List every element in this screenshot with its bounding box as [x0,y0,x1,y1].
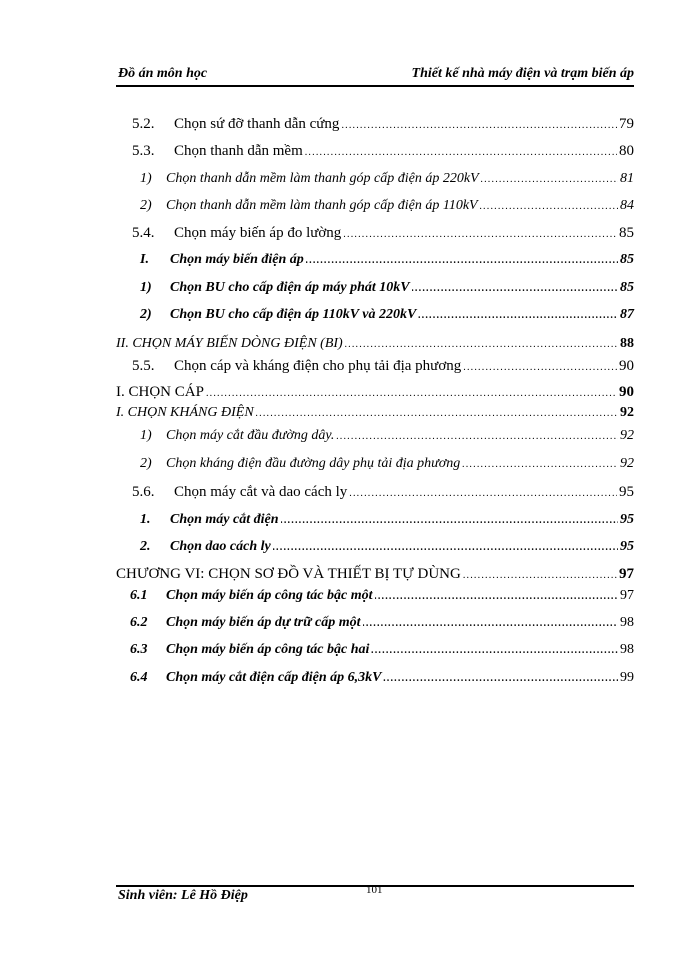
toc-entry[interactable] [140,280,634,302]
toc-number: 5.3. [132,143,155,159]
toc-number: 2. [140,539,151,554]
toc-number: 2) [140,456,152,471]
toc-entry[interactable] [116,336,634,358]
toc-leader [336,428,618,444]
toc-entry[interactable] [140,307,634,329]
toc-page: 97 [620,588,634,603]
toc-page: 80 [619,143,634,159]
toc-text: Chọn BU cho cấp điện áp 110kV và 220kV [170,307,417,322]
toc-text: Chọn thanh dẫn mềm [174,143,303,159]
page-number: 101 [366,884,383,896]
toc-text: Chọn sứ đỡ thanh dẫn cứng [174,116,340,132]
toc-page: 90 [619,384,634,400]
toc-entry[interactable] [130,615,634,637]
toc-leader [305,143,617,160]
toc-leader [345,336,618,352]
toc-page: 92 [620,456,634,471]
toc-page: 79 [619,116,634,132]
toc-number: I. [140,252,149,267]
toc-entry[interactable] [140,171,634,193]
toc-text: Chọn máy biến điện áp [170,252,304,267]
toc-entry[interactable] [140,198,634,220]
toc-page: 90 [619,358,634,374]
toc-text: Chọn cáp và kháng điện cho phụ tải địa phương [174,358,462,374]
toc-leader [371,642,618,658]
toc-text: Chọn máy cắt và dao cách ly [174,484,348,500]
toc-entry[interactable] [140,539,634,561]
toc-page: 95 [620,539,634,554]
toc-leader [306,252,618,268]
toc-number: 5.6. [132,484,155,500]
toc-entry[interactable] [140,428,634,450]
toc-page: 84 [620,198,634,213]
toc-entry[interactable] [130,588,634,610]
toc-entry[interactable] [132,358,634,380]
toc-leader [412,280,618,296]
toc-page: 95 [620,512,634,527]
toc-page: 98 [620,615,634,630]
toc-leader [463,358,617,375]
page-header [118,66,634,84]
toc-entry[interactable] [140,456,634,478]
toc-leader [341,116,617,133]
toc-text: Chọn thanh dẫn mềm làm thanh góp cấp điện áp 220kV [166,171,479,186]
toc-leader [480,198,618,214]
toc-leader [206,384,617,401]
toc-leader [462,456,618,472]
toc-number: 2) [140,198,152,213]
header-title: Thiết kế nhà máy điện và trạm biến áp [411,66,634,81]
toc-entry[interactable] [132,143,634,165]
toc-page: 81 [620,171,634,186]
toc-page: 98 [620,642,634,657]
toc-number: 1) [140,428,152,443]
toc-leader [481,171,618,187]
toc-entry[interactable] [116,566,634,588]
toc-number: 2) [140,307,152,322]
toc-entry[interactable] [132,484,634,506]
footer-student: Sinh viên: Lê Hồ Điệp [118,888,248,903]
toc-number: 1. [140,512,151,527]
toc-entry[interactable] [132,116,634,138]
toc-page: 85 [619,225,634,241]
toc-entry[interactable] [116,405,634,427]
toc-text: Chọn máy cắt đầu đường dây. [166,428,335,443]
toc-text: II. CHỌN MÁY BIẾN DÒNG ĐIỆN (BI) [116,336,343,351]
toc-number: 5.2. [132,116,155,132]
toc-entry[interactable] [140,252,634,274]
toc-leader [281,512,618,528]
toc-text: Chọn kháng điện đầu đường dây phụ tải địa phương [166,456,461,471]
toc-number: 5.5. [132,358,155,374]
toc-text: Chọn máy biến áp dự trữ cấp một [166,615,361,630]
toc-leader [256,405,618,421]
header-course: Đồ án môn học [118,66,208,81]
toc-number: 6.4 [130,670,148,685]
toc-page: 92 [620,405,634,420]
toc-leader [363,615,618,631]
toc-page: 85 [620,252,634,267]
toc-number: 5.4. [132,225,155,241]
toc-leader [349,484,617,501]
toc-number: 6.1 [130,588,148,603]
toc-page: 95 [619,484,634,500]
toc-text: CHƯƠNG VI: CHỌN SƠ ĐỒ VÀ THIẾT BỊ TỰ DÙNG [116,566,461,582]
toc-text: Chọn máy cắt điện cấp điện áp 6,3kV [166,670,382,685]
toc-leader [383,670,618,686]
toc-number: 1) [140,280,152,295]
toc-page: 97 [619,566,634,582]
toc-leader [418,307,618,323]
header-divider [116,85,634,87]
toc-number: 1) [140,171,152,186]
toc-page: 99 [620,670,634,685]
toc-page: 85 [620,280,634,295]
toc-text: Chọn thanh dẫn mềm làm thanh góp cấp điện áp 110kV [166,198,478,213]
toc-leader [343,225,617,242]
toc-entry[interactable] [116,384,634,406]
toc-entry[interactable] [130,670,634,692]
toc-page: 92 [620,428,634,443]
toc-entry[interactable] [130,642,634,664]
toc-text: Chọn máy cắt điện [170,512,279,527]
toc-text: I. CHỌN CÁP [116,384,204,400]
toc-entry[interactable] [132,225,634,247]
toc-text: Chọn máy biến áp công tác bậc một [166,588,373,603]
toc-number: 6.3 [130,642,148,657]
toc-number: 6.2 [130,615,148,630]
toc-text: Chọn dao cách ly [170,539,271,554]
toc-leader [375,588,619,604]
toc-leader [463,566,617,583]
toc-leader [273,539,618,555]
toc-page: 88 [620,336,634,351]
toc-text: Chọn BU cho cấp điện áp máy phát 10kV [170,280,410,295]
toc-text: Chọn máy biến áp đo lường [174,225,342,241]
toc-text: Chọn máy biến áp công tác bậc hai [166,642,370,657]
toc-entry[interactable] [140,512,634,534]
toc-text: I. CHỌN KHÁNG ĐIỆN [116,405,254,420]
toc-page: 87 [620,307,634,322]
